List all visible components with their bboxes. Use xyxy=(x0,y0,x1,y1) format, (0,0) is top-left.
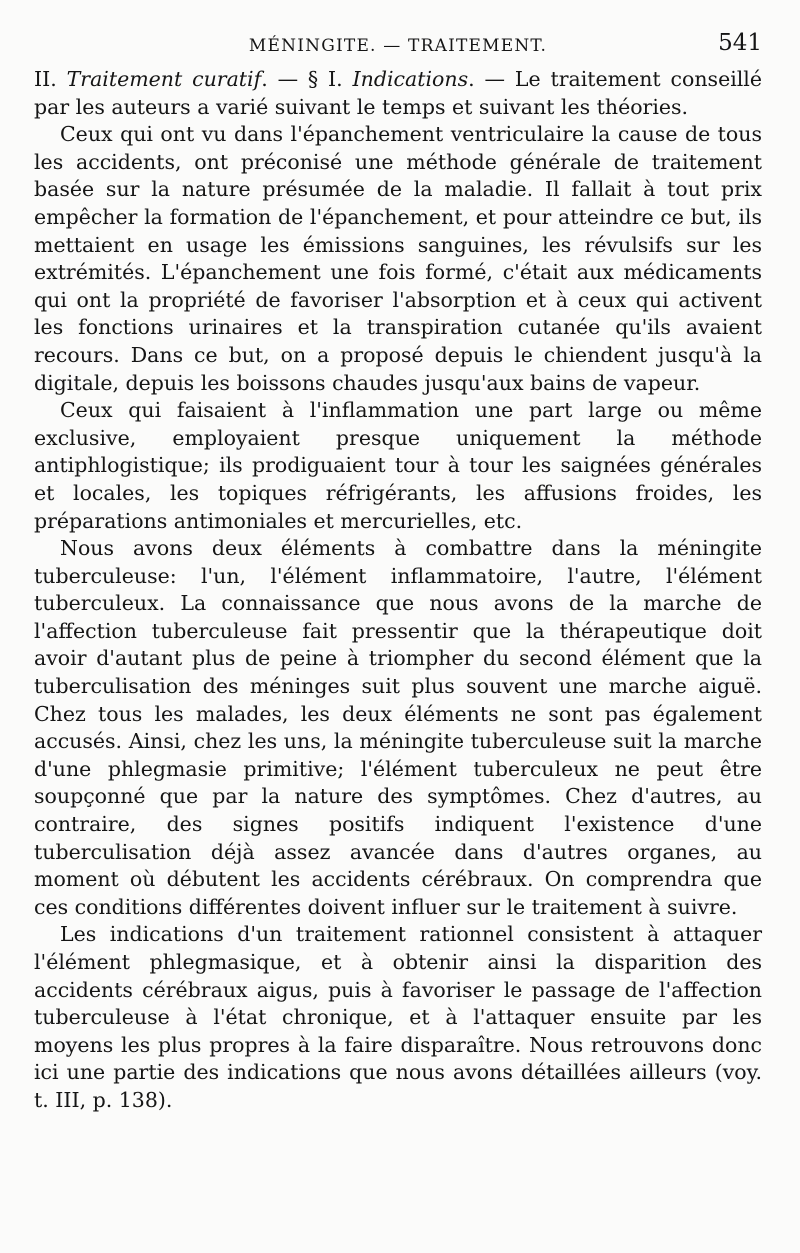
body-text xyxy=(34,66,762,1115)
heading-intro-text: . — Le traitement conseillé par les auteurs a varié suivant le temps et suivant les théories. xyxy=(34,67,762,119)
heading-number: II. xyxy=(34,67,67,91)
heading-title-indications: Indications xyxy=(352,67,469,91)
heading-title-curatif: Traitement curatif xyxy=(66,67,262,91)
paragraph-elements: Nous avons deux éléments à combattre dans la méningite tuberculeuse: l'un, l'élément inflammatoire, l'autre, l'élément tuberculeux. La connaissance que nous avons de la marche de l'affection tuberculeuse fait pressentir que la thérapeutique doit avoir d'autant plus de peine à triompher du second élément que la tuberculisation des méninges suit plus souvent une marche aiguë. Chez tous les malades, les deux éléments ne sont pas également accusés. Ainsi, chez les uns, la méningite tuberculeuse suit la marche d'une phlegmasie primitive; l'élément tuberculeux ne peut être soupçonné que par la nature des symptômes. Chez d'autres, au contraire, des signes positifs indiquent l'existence d'une tuberculisation déjà assez avancée dans d'autres organes, au moment où débutent les accidents cérébraux. On comprendra que ces conditions différentes doivent influer sur le traitement à suivre. xyxy=(34,536,762,919)
section-heading-paragraph xyxy=(34,66,762,121)
page-number: 541 xyxy=(718,30,762,56)
running-title: MÉNINGITE. — TRAITEMENT. xyxy=(248,36,548,56)
paragraph-indications: Les indications d'un traitement rationnel consistent à attaquer l'élément phlegmasique, et à obtenir ainsi la disparition des accidents cérébraux aigus, puis à favoriser le passage de l'affection tuberculeuse à l'état chronique, et à l'attaquer ensuite par les moyens les plus propres à la faire disparaître. Nous retrouvons donc ici une partie des indications que nous avons détaillées ailleurs (voy. t. III, p. 138). xyxy=(34,922,762,1112)
running-head xyxy=(34,30,762,62)
paragraph-inflammation: Ceux qui faisaient à l'inflammation une part large ou même exclusive, employaient presque uniquement la méthode antiphlogistique; ils prodiguaient tour à tour les saignées générales et locales, les topiques réfrigérants, les affusions froides, les préparations antimoniales et mercurielles, etc. xyxy=(34,398,762,533)
heading-separator: . — § I. xyxy=(261,67,353,91)
paragraph-epanchement: Ceux qui ont vu dans l'épanchement ventriculaire la cause de tous les accidents, ont préconisé une méthode générale de traitement basée sur la nature présumée de la maladie. Il fallait à tout prix empêcher la formation de l'épanchement, et pour atteindre ce but, ils mettaient en usage les émissions sanguines, les révulsifs sur les extrémités. L'épanchement une fois formé, c'était aux médicaments qui ont la propriété de favoriser l'absorption et à ceux qui activent les fonctions urinaires et la transpiration cutanée qu'ils avaient recours. Dans ce but, on a proposé depuis le chiendent jusqu'à la digitale, depuis les boissons chaudes jusqu'aux bains de vapeur. xyxy=(34,122,762,395)
